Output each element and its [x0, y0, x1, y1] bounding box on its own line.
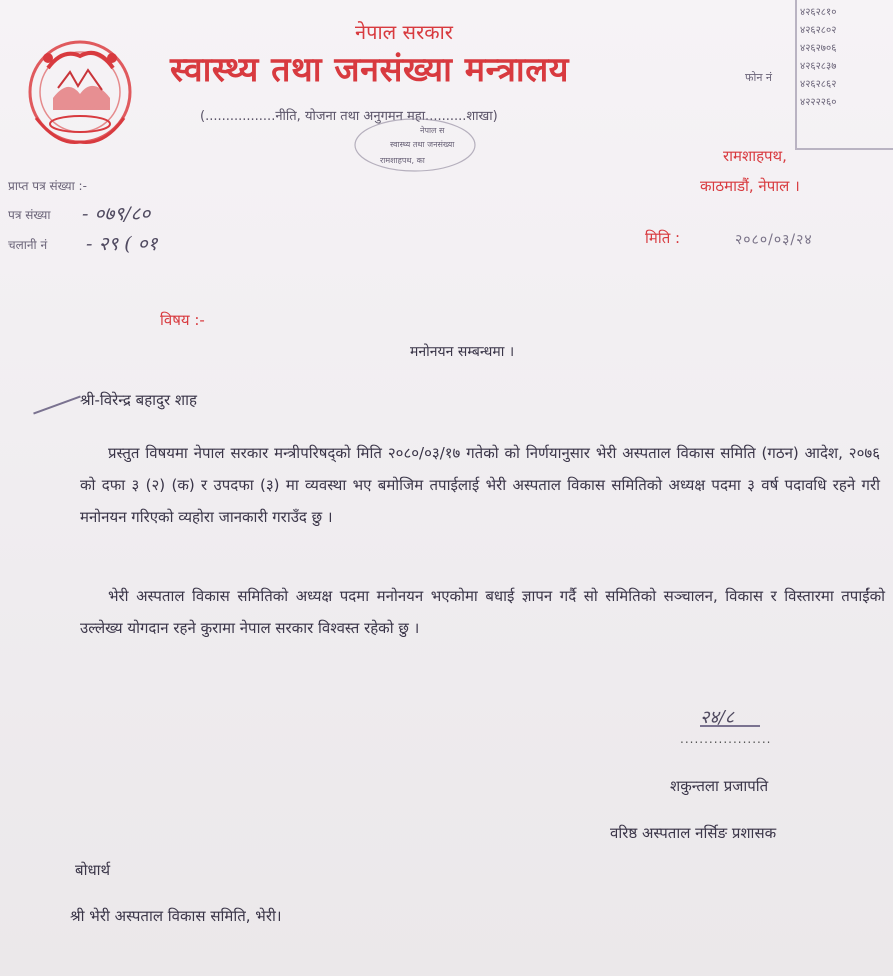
dispatch-value: - २९ ( ०१: [86, 233, 158, 255]
seal-line-2: स्वास्थ्य तथा जनसंख्या: [390, 140, 455, 149]
date-label: मिति :: [645, 229, 681, 247]
cc-label: बोधार्थ: [75, 861, 111, 879]
phone-list: [800, 4, 890, 112]
signature-mark: २४/८: [700, 707, 735, 728]
addressee: श्री-विरेन्द्र बहादुर शाह: [80, 391, 197, 409]
pen-stroke: [33, 396, 81, 415]
phone-number: ४२६२७०६: [800, 43, 837, 54]
signer-designation: वरिष्ठ अस्पताल नर्सिङ प्रशासक: [610, 824, 777, 842]
phone-box-border: [795, 0, 797, 148]
signature-dots: ...................: [680, 732, 772, 746]
phone-number: ४२२२२६०: [800, 97, 837, 108]
letter-no-label: पत्र संख्या: [8, 208, 51, 222]
date-value: २०८०/०३/२४: [735, 232, 813, 248]
phone-number: ४२६२८१०: [800, 7, 837, 18]
nepal-emblem-icon: [18, 28, 143, 153]
letter-no-value: - ०७९/८०: [82, 203, 151, 225]
seal-line-3: रामशाहपथ, का: [380, 156, 425, 165]
body-paragraph-2: भेरी अस्पताल विकास समितिको अध्यक्ष पदमा मनोनयन भएकोमा बधाई ज्ञापन गर्दै सो समितिको सञ्चालन, विकास र विस्तारमा तपाईंको उल्लेख्य योगदान रहने कुरामा नेपाल सरकार विश्वस्त रहेको छु ।: [80, 587, 885, 637]
address-line-2: काठमाडौं, नेपाल ।: [700, 177, 800, 195]
seal-line-1: नेपाल स: [420, 126, 445, 135]
subject-label: विषय :-: [160, 311, 205, 329]
office-seal-icon: [350, 115, 480, 175]
dispatch-label: चलानी नं: [8, 238, 48, 252]
body-paragraph-1: प्रस्तुत विषयमा नेपाल सरकार मन्त्रीपरिषद्को मिति २०८०/०३/१७ गतेको को निर्णयानुसार भेरी अस्पताल विकास समिति (गठन) आदेश, २०७६ को दफा ३ (२) (क) र उपदफा (३) मा व्यवस्था भए बमोजिम तपाईलाई भेरी अस्पताल विकास समितिको अध्यक्ष पदमा ३ वर्ष पदावधि रहने गरी मनोनयन गरिएको व्यहोरा जानकारी गराउँद छु ।: [80, 444, 880, 526]
phone-number: ४२६२८६२: [800, 79, 837, 90]
branch-line: (.................नीति, योजना तथा अनुगमन महा..........शाखा): [200, 109, 498, 124]
phone-label: फोन नं: [745, 71, 773, 84]
government-title: नेपाल सरकार: [355, 20, 453, 44]
phone-number: ४२६२८३७: [800, 61, 837, 72]
signer-name: शकुन्तला प्रजापति: [670, 777, 769, 795]
ministry-title: स्वास्थ्य तथा जनसंख्या मन्त्रालय: [170, 50, 569, 90]
received-label: प्राप्त पत्र संख्या :-: [8, 179, 87, 193]
address-line-1: रामशाहपथ,: [723, 147, 787, 165]
signature-underline: [700, 725, 760, 727]
cc-item: श्री भेरी अस्पताल विकास समिति, भेरी।: [70, 907, 282, 925]
phone-box-border-bottom: [795, 148, 893, 150]
phone-number: ४२६२८०२: [800, 25, 837, 36]
subject-text: मनोनयन सम्बन्धमा ।: [410, 344, 515, 360]
